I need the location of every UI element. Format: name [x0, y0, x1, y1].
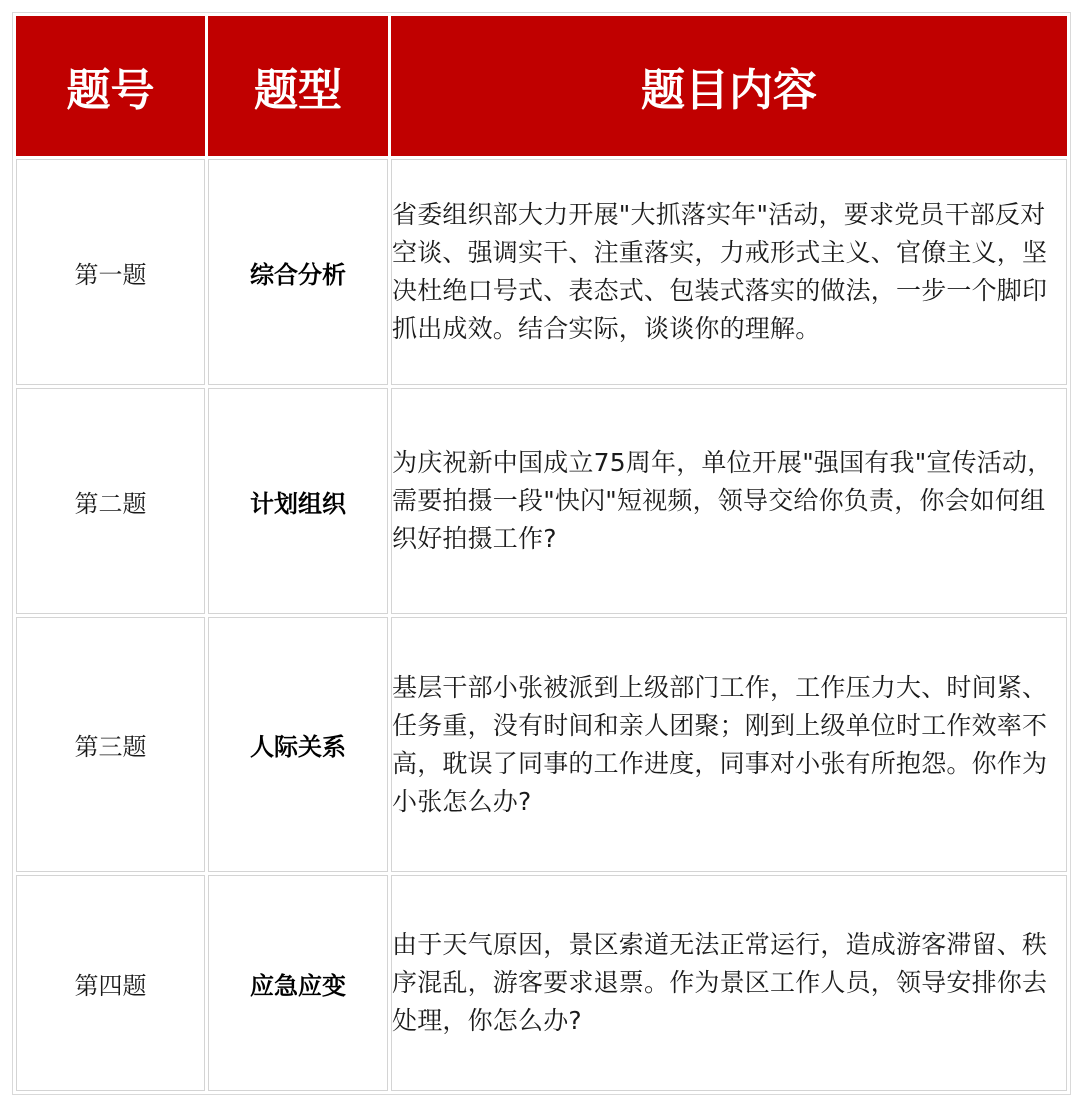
question-number-cell: 第二题 [16, 388, 205, 614]
question-content-cell: 基层干部小张被派到上级部门工作，工作压力大、时间紧、任务重，没有时间和亲人团聚；刚到上级单位时工作效率不高，耽误了同事的工作进度，同事对小张有所抱怨。你作为小张怎么办? [391, 617, 1067, 872]
question-type-cell: 人际关系 [208, 617, 388, 872]
table-row [16, 388, 1067, 614]
table-row [16, 617, 1067, 872]
question-number-cell: 第四题 [16, 875, 205, 1091]
question-number-cell: 第一题 [16, 159, 205, 385]
question-type-cell: 应急应变 [208, 875, 388, 1091]
header-question-number: 题号 [16, 16, 205, 156]
table-header-row [16, 16, 1067, 156]
question-table-frame [12, 12, 1068, 1096]
header-question-content: 题目内容 [391, 16, 1067, 156]
question-content-cell: 为庆祝新中国成立75周年，单位开展"强国有我"宣传活动，需要拍摄一段"快闪"短视频，领导交给你负责，你会如何组织好拍摄工作? [391, 388, 1067, 614]
table-row [16, 159, 1067, 385]
question-type-cell: 计划组织 [208, 388, 388, 614]
table-row [16, 875, 1067, 1091]
question-type-cell: 综合分析 [208, 159, 388, 385]
question-content-cell: 由于天气原因，景区索道无法正常运行，造成游客滞留、秩序混乱，游客要求退票。作为景区工作人员，领导安排你去处理，你怎么办? [391, 875, 1067, 1091]
question-number-cell: 第三题 [16, 617, 205, 872]
question-content-cell: 省委组织部大力开展"大抓落实年"活动，要求党员干部反对空谈、强调实干、注重落实，力戒形式主义、官僚主义，坚决杜绝口号式、表态式、包装式落实的做法，一步一个脚印抓出成效。结合实际，谈谈你的理解。 [391, 159, 1067, 385]
question-table [12, 12, 1071, 1095]
header-question-type: 题型 [208, 16, 388, 156]
